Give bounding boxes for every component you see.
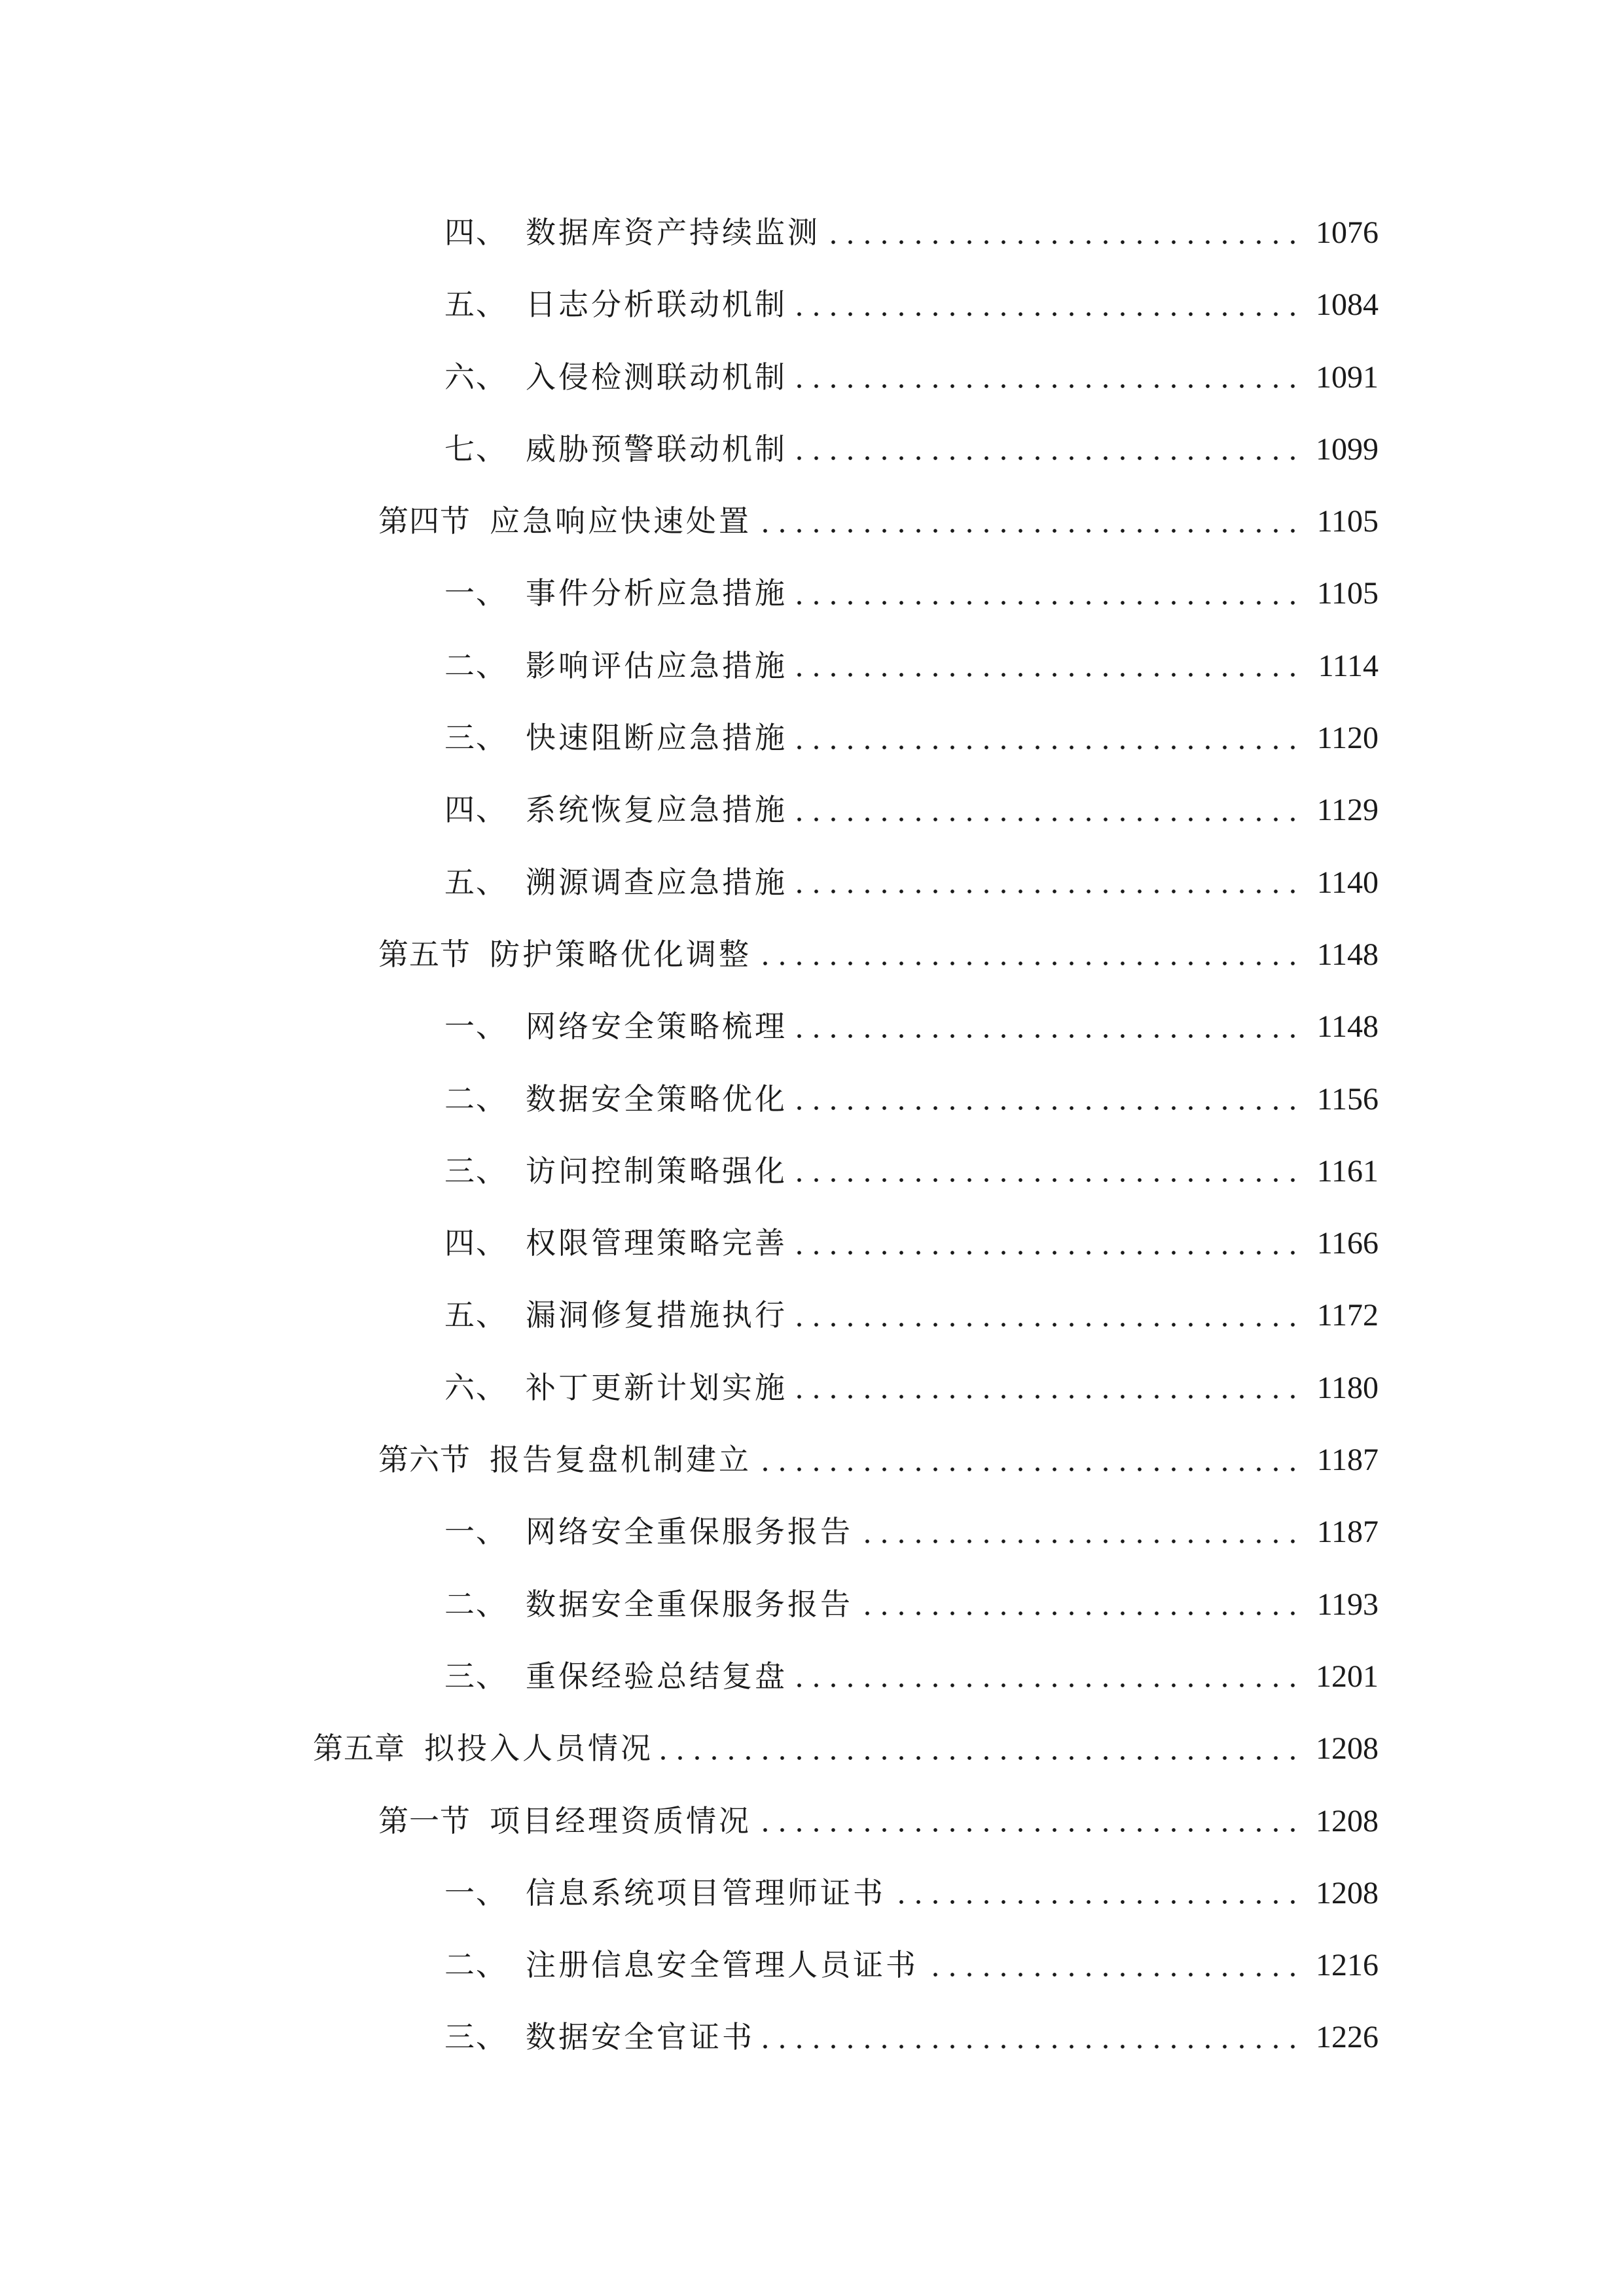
toc-entry-number: 四、 [444,1225,507,1261]
dot-leader [794,1682,1301,1689]
dot-leader [794,311,1301,317]
toc-entry-title: 溯源调查应急措施 [526,864,787,900]
toc-entry-page: 1156 [1316,1081,1379,1117]
toc-entry-number: 二、 [444,1947,507,1983]
toc-entry-page: 1140 [1316,865,1379,900]
dot-leader [859,1610,1301,1617]
toc-section-entry[interactable] [0,918,1624,990]
toc-entry-number: 六、 [444,1369,507,1405]
toc-entry-title: 信息系统项目管理师证书 [526,1874,886,1910]
toc-entry-page: 1105 [1316,576,1379,611]
toc-entry[interactable] [0,1063,1624,1135]
toc-entry-title: 网络安全重保服务报告 [526,1514,853,1550]
toc-entry[interactable] [0,1496,1624,1568]
dot-leader [794,744,1301,751]
toc-entry[interactable] [0,1207,1624,1279]
toc-section-number: 第六节 [378,1442,471,1478]
dot-leader [859,1538,1301,1545]
toc-section-number: 第一节 [378,1803,471,1839]
dot-leader [758,960,1301,967]
toc-entry-page: 1148 [1316,1009,1379,1045]
toc-entry-page: 1208 [1316,1731,1379,1767]
toc-entry-number: 三、 [444,2019,507,2055]
toc-section-entry[interactable] [0,1785,1624,1857]
toc-entry-page: 1161 [1316,1153,1379,1189]
toc-entry-title: 事件分析应急措施 [526,575,787,611]
toc-entry-title: 入侵检测联动机制 [526,359,787,395]
toc-chapter-title: 拟投入人员情况 [424,1731,653,1767]
toc-entry-title: 影响评估应急措施 [526,647,787,683]
toc-entry[interactable] [0,413,1624,485]
dot-leader [758,1466,1301,1473]
toc-entry-title: 漏洞修复措施执行 [526,1297,787,1333]
toc-entry-title: 权限管理策略完善 [526,1225,787,1261]
toc-entry-title: 日志分析联动机制 [526,287,787,323]
toc-entry-number: 一、 [444,575,507,611]
toc-entry[interactable] [0,1857,1624,1929]
toc-entry[interactable] [0,1279,1624,1351]
toc-entry-page: 1208 [1316,1803,1379,1839]
dot-leader [827,239,1301,245]
toc-entry-page: 1129 [1316,793,1379,828]
toc-entry-number: 二、 [444,647,507,683]
toc-entry[interactable] [0,1352,1624,1424]
dot-leader [794,888,1301,895]
toc-entry-page: 1148 [1316,937,1379,972]
toc-entry[interactable] [0,557,1624,629]
dot-leader [794,816,1301,823]
toc-entry-title: 注册信息安全管理人员证书 [526,1947,918,1983]
toc-section-number: 第四节 [378,503,471,539]
toc-entry[interactable] [0,774,1624,846]
dot-leader [794,1033,1301,1039]
toc-entry-page: 1180 [1316,1370,1379,1405]
toc-entry-page: 1172 [1316,1298,1379,1333]
toc-entry-page: 1105 [1316,504,1379,539]
dot-leader [794,672,1301,678]
dot-leader [660,1755,1301,1761]
toc-entry[interactable] [0,630,1624,702]
toc-entry-page: 1226 [1316,2020,1379,2055]
dot-leader [794,1393,1301,1400]
toc-entry-number: 二、 [444,1081,507,1117]
toc-entry[interactable] [0,702,1624,774]
toc-section-title: 项目经理资质情况 [490,1803,751,1839]
toc-entry-number: 三、 [444,1658,507,1694]
toc-entry-page: 1187 [1316,1443,1379,1478]
toc-entry[interactable] [0,268,1624,340]
toc-entry[interactable] [0,196,1624,268]
toc-chapter-number: 第五章 [313,1731,405,1767]
toc-entry[interactable] [0,2001,1624,2073]
toc-entry-page: 1114 [1318,648,1379,683]
toc-section-entry[interactable] [0,1424,1624,1496]
toc-entry-number: 七、 [444,431,507,467]
table-of-contents [0,196,1624,2073]
dot-leader [761,2043,1301,2050]
toc-entry-title: 快速阻断应急措施 [526,720,787,756]
dot-leader [794,455,1301,461]
toc-entry-title: 数据安全重保服务报告 [526,1586,853,1622]
dot-leader [892,1899,1301,1905]
toc-entry[interactable] [0,1568,1624,1640]
toc-entry-number: 一、 [444,1514,507,1550]
dot-leader [794,1321,1301,1328]
toc-section-title: 应急响应快速处置 [490,503,751,539]
toc-entry-title: 补丁更新计划实施 [526,1369,787,1405]
toc-chapter-entry[interactable] [0,1712,1624,1784]
toc-entry-number: 四、 [444,215,507,250]
toc-section-title: 报告复盘机制建立 [490,1442,751,1478]
toc-entry-title: 威胁预警联动机制 [526,431,787,467]
toc-section-title: 防护策略优化调整 [490,936,751,972]
toc-entry-number: 一、 [444,1009,507,1045]
dot-leader [758,1827,1301,1833]
toc-entry-page: 1193 [1316,1587,1379,1622]
toc-entry-number: 三、 [444,1153,507,1189]
toc-entry-title: 系统恢复应急措施 [526,792,787,828]
toc-entry-title: 数据安全策略优化 [526,1081,787,1117]
toc-entry[interactable] [0,341,1624,413]
toc-entry-number: 六、 [444,359,507,395]
toc-entry-number: 五、 [444,864,507,900]
toc-entry-number: 四、 [444,792,507,828]
toc-entry-number: 五、 [444,1297,507,1333]
toc-entry-title: 访问控制策略强化 [526,1153,787,1189]
toc-entry-page: 1187 [1316,1515,1379,1550]
toc-entry-page: 1076 [1316,215,1379,250]
toc-entry-title: 数据安全官证书 [526,2019,755,2055]
toc-entry-page: 1091 [1316,359,1379,395]
toc-entry[interactable] [0,1640,1624,1712]
toc-entry-title: 重保经验总结复盘 [526,1658,787,1694]
toc-entry[interactable] [0,1135,1624,1207]
toc-entry[interactable] [0,846,1624,918]
dot-leader [794,1249,1301,1256]
toc-section-entry[interactable] [0,485,1624,557]
dot-leader [794,1177,1301,1183]
toc-entry-page: 1099 [1316,431,1379,467]
dot-leader [925,1971,1301,1978]
toc-entry-number: 三、 [444,720,507,756]
toc-entry-page: 1208 [1316,1875,1379,1910]
toc-entry[interactable] [0,990,1624,1062]
toc-entry-page: 1201 [1316,1659,1379,1694]
toc-entry-page: 1120 [1316,721,1379,756]
toc-entry-title: 网络安全策略梳理 [526,1009,787,1045]
toc-entry-number: 一、 [444,1874,507,1910]
toc-entry-page: 1166 [1316,1226,1379,1261]
toc-entry-title: 数据库资产持续监测 [526,215,820,250]
toc-entry-number: 二、 [444,1586,507,1622]
toc-entry-page: 1084 [1316,287,1379,323]
dot-leader [794,1105,1301,1111]
toc-entry-page: 1216 [1316,1948,1379,1983]
dot-leader [794,383,1301,389]
toc-section-number: 第五节 [378,936,471,972]
dot-leader [794,600,1301,606]
dot-leader [758,528,1301,534]
toc-entry-number: 五、 [444,287,507,323]
toc-entry[interactable] [0,1929,1624,2001]
